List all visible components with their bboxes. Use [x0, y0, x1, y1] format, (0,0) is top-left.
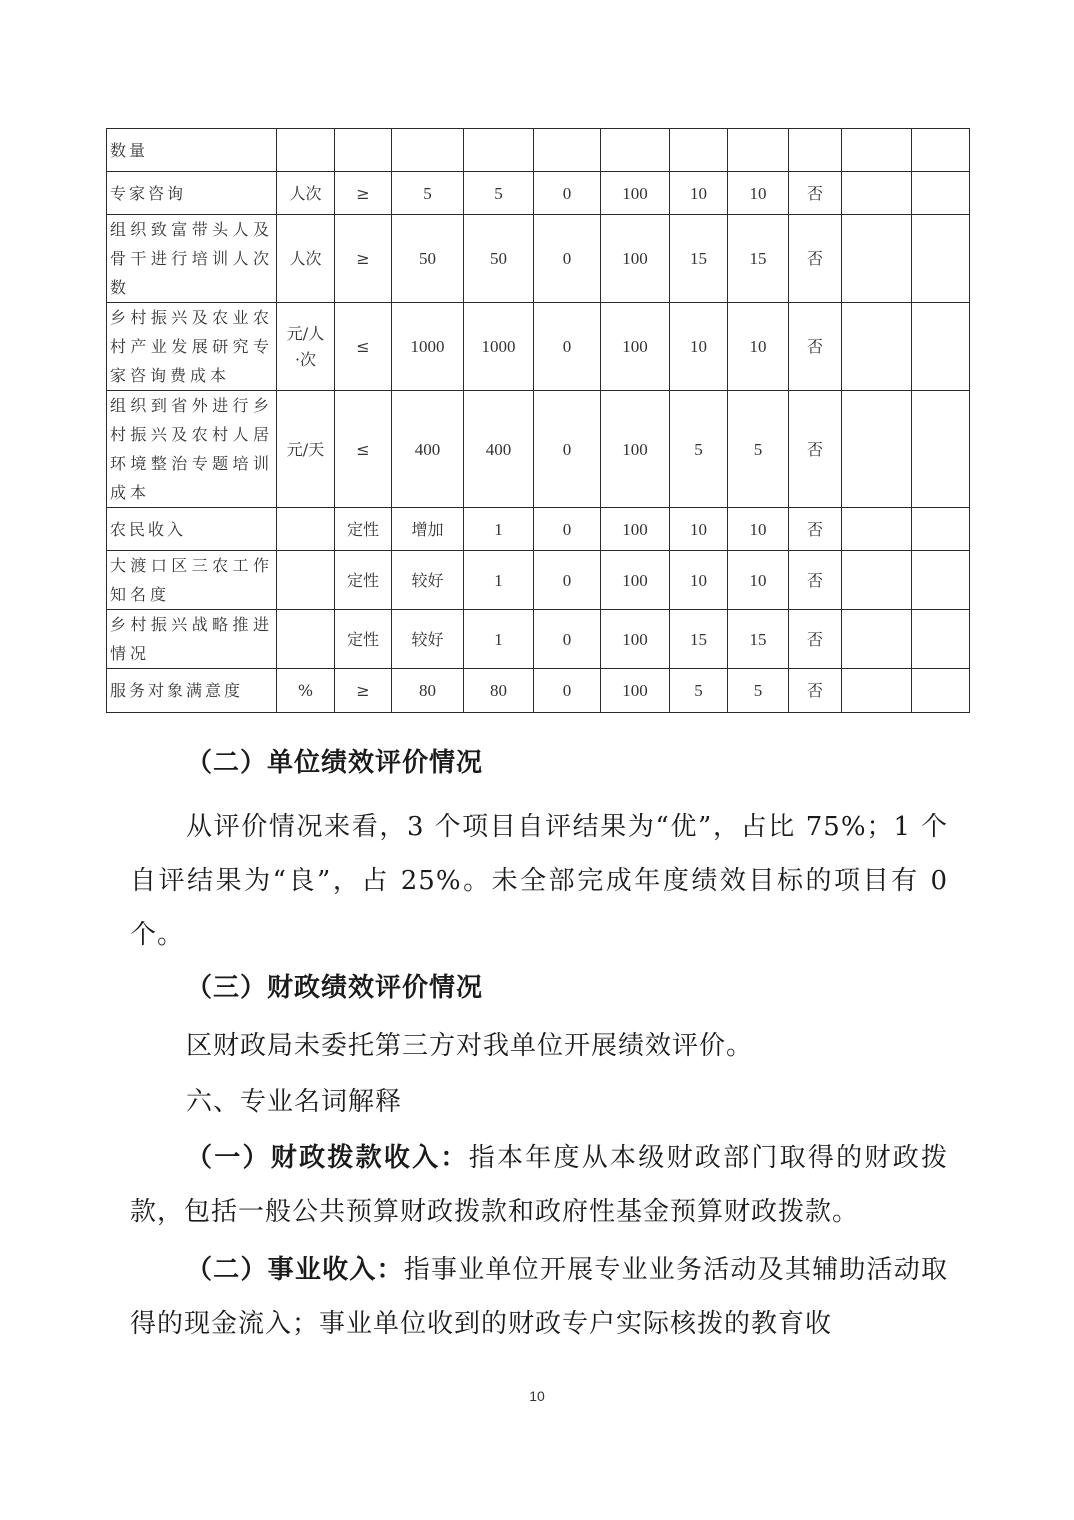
cell-score: 10	[728, 508, 789, 551]
cell-weight: 10	[670, 551, 728, 610]
cell-note2	[912, 551, 970, 610]
cell-rate: 100	[601, 551, 670, 610]
paragraph-finance-eval: 区财政局未委托第三方对我单位开展绩效评价。	[186, 1031, 754, 1061]
cell-unit: 人次	[277, 172, 335, 215]
table-row	[107, 215, 970, 303]
cell-note2	[912, 303, 970, 391]
cell-name: 服务对象满意度	[107, 669, 277, 713]
cell-note2	[912, 129, 970, 172]
term-definition: 指本年度从本级财政部门取得的财政拨款，包括一般公共预算财政拨款和政府性基金预算财政拨款。	[130, 1143, 948, 1227]
cell-weight: 10	[670, 303, 728, 391]
cell-rate: 100	[601, 508, 670, 551]
cell-name: 组织致富带头人及骨干进行培训人次数	[107, 215, 277, 303]
cell-flag: 否	[789, 551, 842, 610]
cell-note2	[912, 172, 970, 215]
section-heading-terms: 六、专业名词解释	[186, 1087, 403, 1117]
cell-actual: 1	[464, 610, 534, 669]
cell-note2	[912, 610, 970, 669]
cell-target: 较好	[392, 551, 464, 610]
cell-op: ≥	[335, 172, 392, 215]
cell-op: 定性	[335, 508, 392, 551]
cell-target: 80	[392, 669, 464, 713]
performance-indicator-table	[106, 128, 970, 713]
cell-flag: 否	[789, 391, 842, 508]
cell-name: 农民收入	[107, 508, 277, 551]
cell-flag: 否	[789, 215, 842, 303]
cell-deviation: 0	[534, 215, 601, 303]
cell-deviation: 0	[534, 172, 601, 215]
heading-text: （二）单位绩效评价情况	[186, 748, 484, 778]
cell-deviation: 0	[534, 551, 601, 610]
section-heading-finance-eval	[130, 961, 948, 1015]
cell-deviation: 0	[534, 303, 601, 391]
table-row	[107, 172, 970, 215]
cell-note2	[912, 669, 970, 713]
cell-actual: 1000	[464, 303, 534, 391]
cell-unit	[277, 508, 335, 551]
cell-flag: 否	[789, 508, 842, 551]
cell-name: 组织到省外进行乡村振兴及农村人居环境整治专题培训成本	[107, 391, 277, 508]
cell-note1	[842, 172, 912, 215]
cell-score: 10	[728, 551, 789, 610]
table-row	[107, 669, 970, 713]
term-label: （一）财政拨款收入：	[186, 1143, 469, 1173]
cell-deviation: 0	[534, 610, 601, 669]
cell-score: 5	[728, 391, 789, 508]
cell-weight: 15	[670, 610, 728, 669]
cell-name: 大渡口区三农工作知名度	[107, 551, 277, 610]
cell-note1	[842, 129, 912, 172]
cell-weight: 10	[670, 172, 728, 215]
heading-text: （三）财政绩效评价情况	[186, 973, 484, 1003]
cell-unit: %	[277, 669, 335, 713]
cell-deviation: 0	[534, 508, 601, 551]
cell-deviation: 0	[534, 669, 601, 713]
cell-op: 定性	[335, 551, 392, 610]
cell-note1	[842, 508, 912, 551]
cell-target	[392, 129, 464, 172]
term-definition-item	[130, 1243, 948, 1351]
cell-weight: 15	[670, 215, 728, 303]
cell-unit: 人次	[277, 215, 335, 303]
cell-flag	[789, 129, 842, 172]
cell-name: 乡村振兴及农业农村产业发展研究专家咨询费成本	[107, 303, 277, 391]
cell-rate: 100	[601, 391, 670, 508]
cell-score: 10	[728, 303, 789, 391]
cell-rate: 100	[601, 215, 670, 303]
cell-unit	[277, 610, 335, 669]
cell-score: 5	[728, 669, 789, 713]
cell-rate: 100	[601, 172, 670, 215]
table-row	[107, 551, 970, 610]
cell-note1	[842, 551, 912, 610]
table-row	[107, 508, 970, 551]
cell-unit	[277, 551, 335, 610]
cell-flag: 否	[789, 303, 842, 391]
cell-name: 专家咨询	[107, 172, 277, 215]
paragraph-unit-eval: 从评价情况来看，3 个项目自评结果为“优”，占比 75%；1 个自评结果为“良”，占 25%。未全部完成年度绩效目标的项目有 0 个。	[130, 812, 948, 950]
cell-deviation	[534, 129, 601, 172]
cell-rate: 100	[601, 610, 670, 669]
cell-flag: 否	[789, 610, 842, 669]
table-row	[107, 303, 970, 391]
cell-note2	[912, 215, 970, 303]
cell-note1	[842, 303, 912, 391]
cell-op: 定性	[335, 610, 392, 669]
cell-target: 增加	[392, 508, 464, 551]
cell-score	[728, 129, 789, 172]
cell-target: 50	[392, 215, 464, 303]
cell-op: ≥	[335, 215, 392, 303]
cell-flag: 否	[789, 172, 842, 215]
cell-note1	[842, 669, 912, 713]
cell-actual: 50	[464, 215, 534, 303]
term-definition: 指事业单位开展专业业务活动及其辅助活动取得的现金流入；事业单位收到的财政专户实际核拨的教育收	[130, 1255, 948, 1339]
cell-deviation: 0	[534, 391, 601, 508]
cell-rate	[601, 129, 670, 172]
term-label: （二）事业收入：	[186, 1255, 404, 1285]
cell-actual: 80	[464, 669, 534, 713]
cell-target: 较好	[392, 610, 464, 669]
table-row	[107, 391, 970, 508]
section-heading-unit-eval	[130, 736, 948, 790]
cell-weight: 5	[670, 669, 728, 713]
cell-actual	[464, 129, 534, 172]
cell-note1	[842, 215, 912, 303]
cell-op	[335, 129, 392, 172]
page-number: 10	[529, 1388, 545, 1404]
cell-target: 400	[392, 391, 464, 508]
cell-score: 15	[728, 610, 789, 669]
cell-note2	[912, 391, 970, 508]
term-definition-item	[130, 1131, 948, 1239]
cell-actual: 400	[464, 391, 534, 508]
cell-weight: 10	[670, 508, 728, 551]
table-row	[107, 610, 970, 669]
cell-name: 乡村振兴战略推进情况	[107, 610, 277, 669]
cell-rate: 100	[601, 303, 670, 391]
cell-op: ≤	[335, 391, 392, 508]
cell-unit: 元/人·次	[277, 303, 335, 391]
cell-target: 5	[392, 172, 464, 215]
cell-weight	[670, 129, 728, 172]
cell-actual: 5	[464, 172, 534, 215]
cell-unit	[277, 129, 335, 172]
cell-note2	[912, 508, 970, 551]
cell-actual: 1	[464, 508, 534, 551]
cell-note1	[842, 391, 912, 508]
cell-score: 10	[728, 172, 789, 215]
cell-weight: 5	[670, 391, 728, 508]
table-row	[107, 129, 970, 172]
cell-flag: 否	[789, 669, 842, 713]
cell-unit: 元/天	[277, 391, 335, 508]
cell-target: 1000	[392, 303, 464, 391]
cell-score: 15	[728, 215, 789, 303]
cell-actual: 1	[464, 551, 534, 610]
cell-op: ≤	[335, 303, 392, 391]
cell-rate: 100	[601, 669, 670, 713]
cell-op: ≥	[335, 669, 392, 713]
cell-name: 数量	[107, 129, 277, 172]
cell-note1	[842, 610, 912, 669]
